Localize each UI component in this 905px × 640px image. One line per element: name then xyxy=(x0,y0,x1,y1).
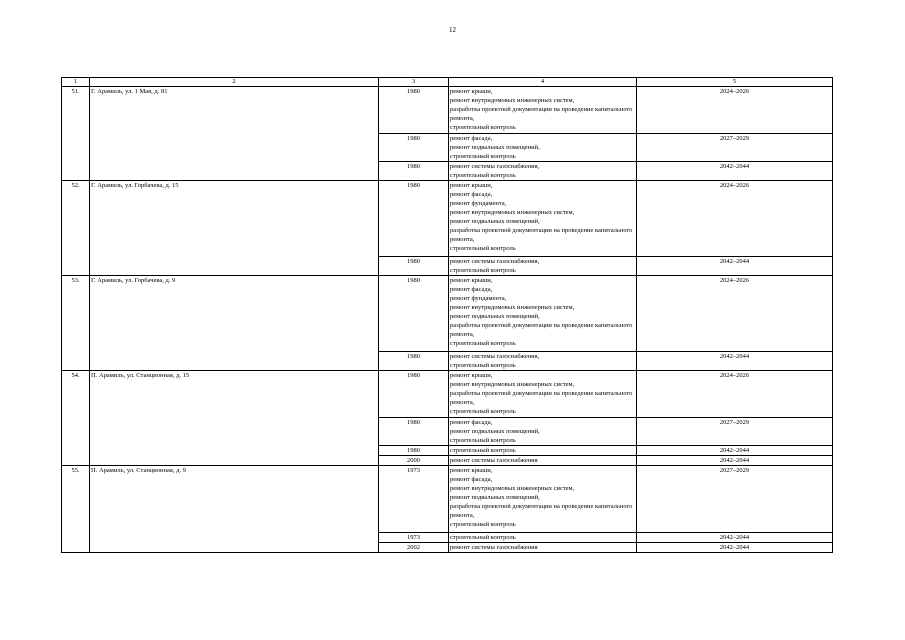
construction-year: 1980 xyxy=(379,181,449,257)
construction-year: 1973 xyxy=(379,533,449,543)
table-row xyxy=(62,181,833,257)
repair-schedule-table xyxy=(61,77,833,553)
repair-period: 2024–2026 xyxy=(637,276,833,352)
repair-works: ремонт системы газоснабжения, строительный контроль xyxy=(450,163,540,179)
table-header xyxy=(62,78,833,87)
repair-period: 2042–2044 xyxy=(637,352,833,371)
repair-period: 2027–2029 xyxy=(637,418,833,446)
repair-works: ремонт системы газоснабжения, строительный контроль xyxy=(450,353,540,369)
repair-works-cell xyxy=(449,466,637,533)
page-number: 12 xyxy=(449,26,456,34)
table-row xyxy=(62,87,833,134)
construction-year: 1980 xyxy=(379,276,449,352)
building-address: Г. Арамиль, ул. 1 Мая, д. 81 xyxy=(90,87,379,181)
repair-period: 2024–2026 xyxy=(637,181,833,257)
building-address: Г. Арамиль, ул. Горбачева, д. 9 xyxy=(90,276,379,371)
table-row xyxy=(62,371,833,418)
repair-works-cell xyxy=(449,371,637,418)
header-col-2: 2 xyxy=(90,78,379,87)
repair-works-cell xyxy=(449,418,637,446)
building-address: Г. Арамиль, ул. Горбачева, д. 15 xyxy=(90,181,379,276)
building-number: 51. xyxy=(62,87,90,181)
construction-year: 1980 xyxy=(379,352,449,371)
construction-year: 2000 xyxy=(379,456,449,466)
construction-year: 2002 xyxy=(379,543,449,553)
building-number: 55. xyxy=(62,466,90,553)
repair-works-cell xyxy=(449,181,637,257)
repair-works: ремонт системы газоснабжения xyxy=(450,457,538,464)
construction-year: 1980 xyxy=(379,134,449,162)
header-row xyxy=(62,78,833,87)
table-body xyxy=(62,87,833,553)
construction-year: 1980 xyxy=(379,418,449,446)
repair-period: 2024–2026 xyxy=(637,371,833,418)
repair-works-cell xyxy=(449,134,637,162)
repair-works-cell xyxy=(449,543,637,553)
repair-period: 2027–2029 xyxy=(637,466,833,533)
repair-period: 2042–2044 xyxy=(637,456,833,466)
building-number: 54. xyxy=(62,371,90,466)
repair-works-cell xyxy=(449,456,637,466)
repair-works-cell xyxy=(449,162,637,181)
repair-works: ремонт фасада, ремонт подвальных помещений, строительный контроль xyxy=(450,135,540,160)
repair-works: ремонт фасада, ремонт подвальных помещений, строительный контроль xyxy=(450,419,540,444)
construction-year: 1980 xyxy=(379,87,449,134)
building-number: 52. xyxy=(62,181,90,276)
construction-year: 1980 xyxy=(379,371,449,418)
repair-works-cell xyxy=(449,257,637,276)
repair-works-cell xyxy=(449,276,637,352)
repair-works: ремонт крыши, ремонт фасада, ремонт фундамента, ремонт внутридомовых инженерных систем, ремонт подвальных помещений, разработка проектной документации на проведение капитального ремонта, строительный контроль xyxy=(450,182,633,252)
repair-works-cell xyxy=(449,87,637,134)
construction-year: 1973 xyxy=(379,466,449,533)
header-col-5: 5 xyxy=(637,78,833,87)
header-col-3: 3 xyxy=(379,78,449,87)
building-address: П. Арамиль, ул. Станционная, д. 15 xyxy=(90,371,379,466)
repair-works: строительный контроль xyxy=(450,447,516,454)
construction-year: 1980 xyxy=(379,446,449,456)
repair-works-cell xyxy=(449,446,637,456)
repair-works-cell xyxy=(449,533,637,543)
repair-period: 2042–2044 xyxy=(637,257,833,276)
repair-period: 2042–2044 xyxy=(637,162,833,181)
repair-period: 2027–2029 xyxy=(637,134,833,162)
construction-year: 1980 xyxy=(379,257,449,276)
header-col-4: 4 xyxy=(449,78,637,87)
repair-works: ремонт крыши, ремонт фасада, ремонт внутридомовых инженерных систем, ремонт подвальных помещений, разработка проектной документации на проведение капитального ремонта, строительный контроль xyxy=(450,467,633,528)
repair-works: строительный контроль xyxy=(450,534,516,541)
header-col-1: 1 xyxy=(62,78,90,87)
table-row xyxy=(62,276,833,352)
repair-period: 2042–2044 xyxy=(637,446,833,456)
repair-works: ремонт крыши, ремонт внутридомовых инженерных систем, разработка проектной документации на проведение капитального ремонта, строительный контроль xyxy=(450,372,633,415)
repair-period: 2042–2044 xyxy=(637,543,833,553)
repair-works-cell xyxy=(449,352,637,371)
repair-works: ремонт системы газоснабжения, строительный контроль xyxy=(450,258,540,274)
construction-year: 1980 xyxy=(379,162,449,181)
repair-works: ремонт крыши, ремонт фасада, ремонт фундамента, ремонт внутридомовых инженерных систем, ремонт подвальных помещений, разработка проектной документации на проведение капитального ремонта, строительный контроль xyxy=(450,277,633,347)
table-row xyxy=(62,466,833,533)
building-number: 53. xyxy=(62,276,90,371)
repair-works: ремонт системы газоснабжения xyxy=(450,544,538,551)
repair-period: 2042–2044 xyxy=(637,533,833,543)
repair-works: ремонт крыши, ремонт внутридомовых инженерных систем, разработка проектной документации на проведение капитального ремонта, строительный контроль xyxy=(450,88,633,131)
repair-period: 2024–2026 xyxy=(637,87,833,134)
building-address: П. Арамиль, ул. Станционная, д. 9 xyxy=(90,466,379,553)
